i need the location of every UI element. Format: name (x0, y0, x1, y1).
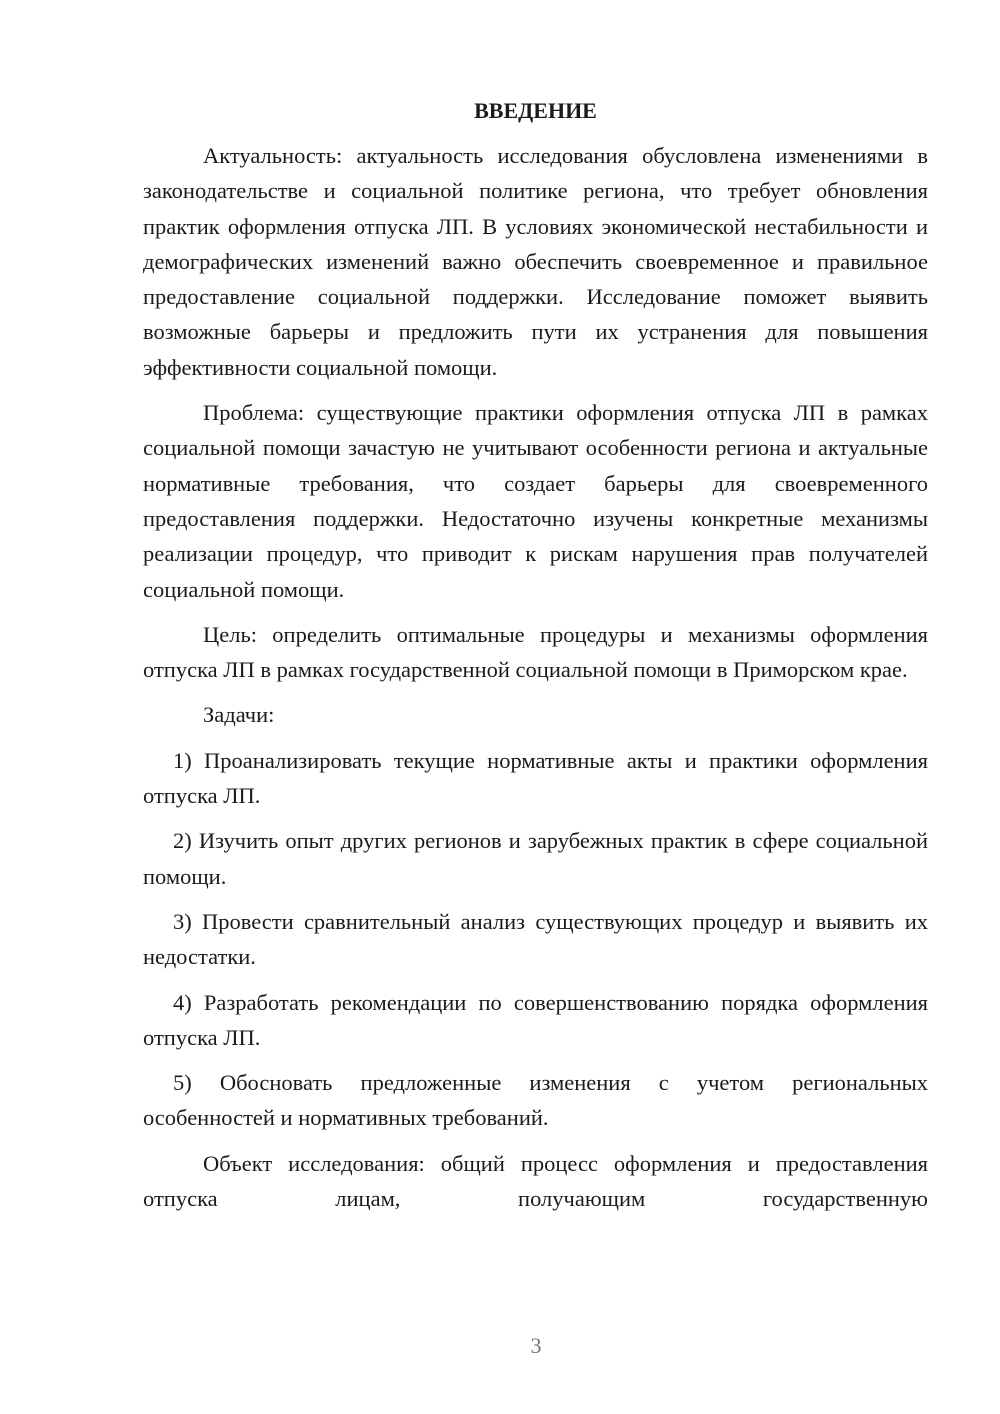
task-item: 4) Разработать рекомендации по совершенствованию порядка оформления отпуска ЛП. (143, 989, 928, 1050)
page-number: 3 (530, 1333, 542, 1358)
page-title: ВВЕДЕНИЕ (474, 98, 597, 123)
goal-paragraph: Цель: определить оптимальные процедуры и механизмы оформления отпуска ЛП в рамках государственной социальной помощи в Приморском крае. (143, 621, 928, 683)
object-paragraph: Объект исследования: общий процесс оформления и предоставления отпуска лицам, получающим государственную (143, 1150, 928, 1212)
task-item: 3) Провести сравнительный анализ существующих процедур и выявить их недостатки. (143, 908, 928, 970)
task-item: 1) Проанализировать текущие нормативные акты и практики оформления отпуска ЛП. (143, 747, 928, 809)
task-item: 2) Изучить опыт других регионов и зарубежных практик в сфере социальной помощи. (143, 828, 928, 889)
tasks-heading: Задачи: (203, 702, 275, 728)
task-item: 5) Обосновать предложенные изменения с учетом региональных особенностей и нормативных требований. (143, 1070, 928, 1131)
document-page (143, 96, 928, 1216)
problem-paragraph: Проблема: существующие практики оформления отпуска ЛП в рамках социальной помощи зачастую не учитывают особенности региона и актуальные нормативные требования, что создает барьеры для своевременного предоставления поддержки. Недостаточно изучены конкретные механизмы реализации процедур, что приводит к рискам нарушения прав получателей социальной помощи. (143, 400, 928, 602)
relevance-paragraph: Актуальность: актуальность исследования обусловлена изменениями в законодательстве и социальной политике региона, что требует обновления практик оформления отпуска ЛП. В условиях экономической нестабильности и демографических изменений важно обеспечить своевременное и правильное предоставление социальной поддержки. Исследование поможет выявить возможные барьеры и предложить пути их устранения для повышения эффективности социальной помощи. (143, 143, 928, 380)
